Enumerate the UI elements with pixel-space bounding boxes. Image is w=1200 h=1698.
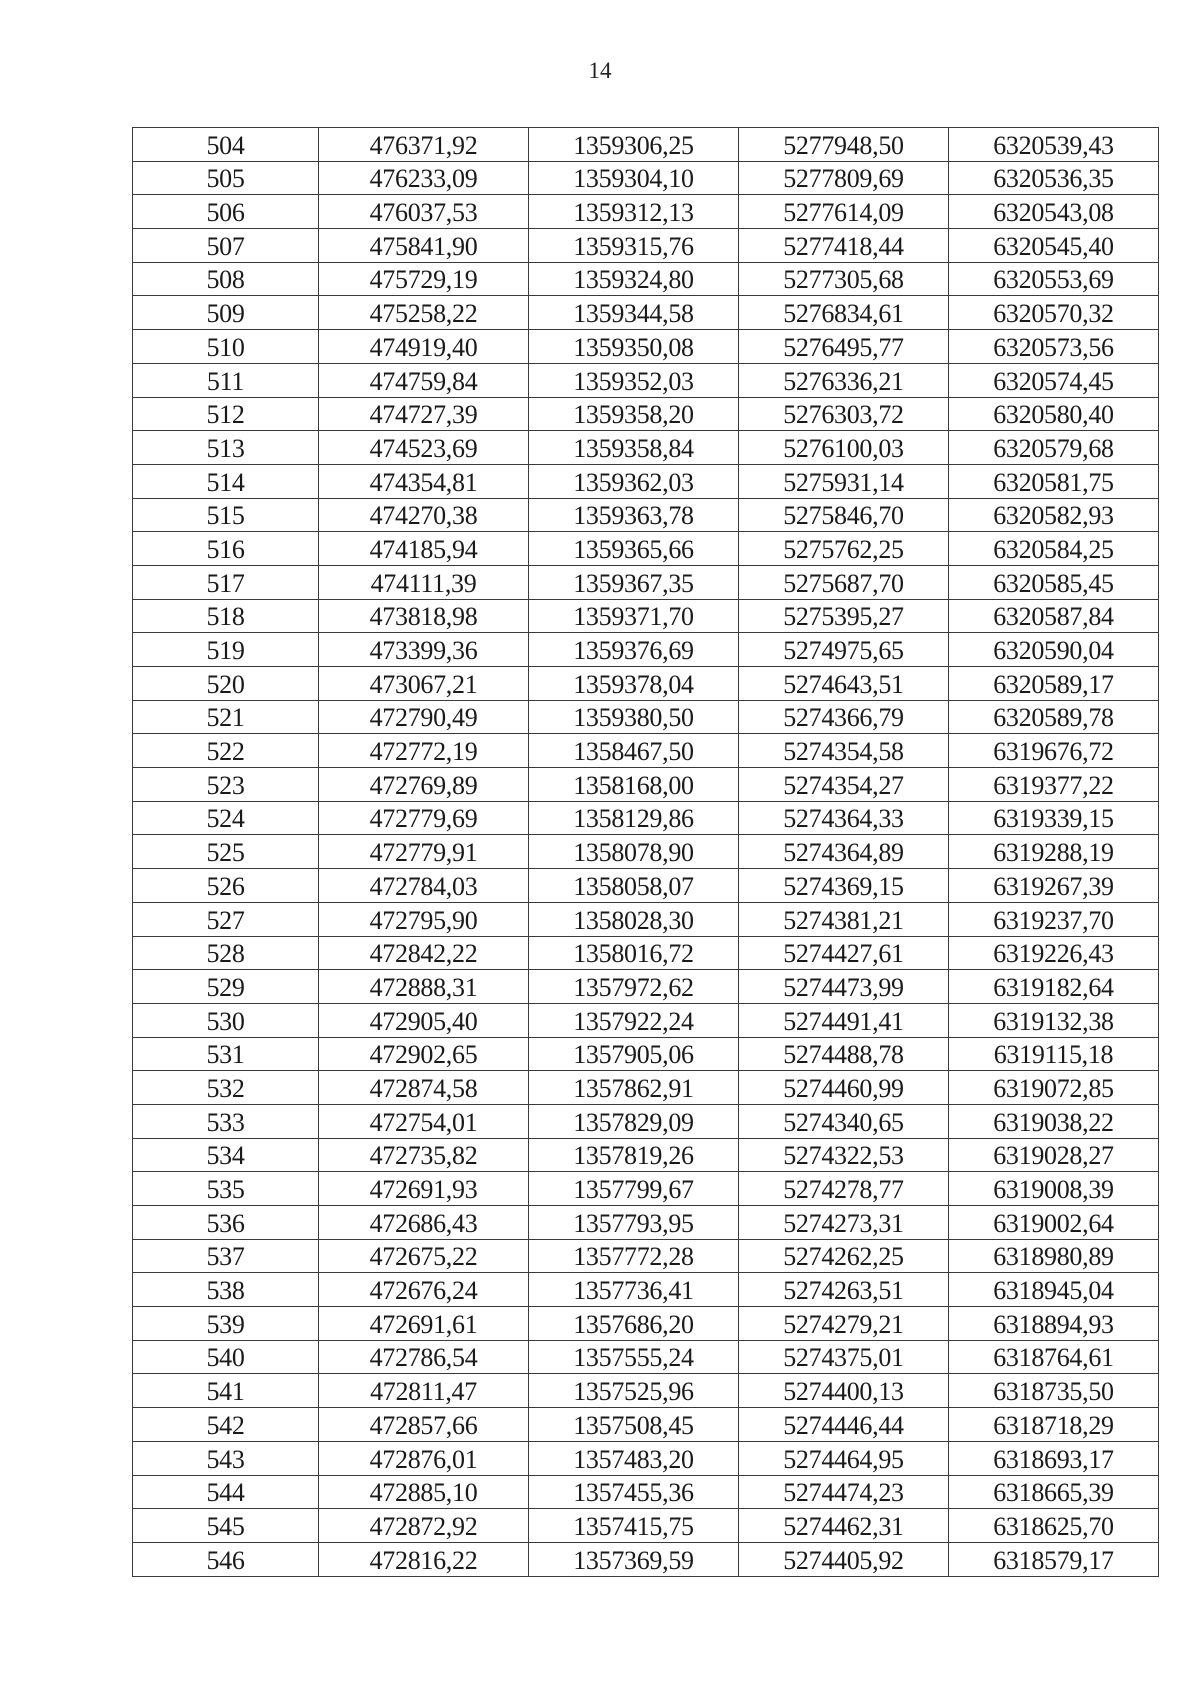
coord-y2-cell: 6319028,27	[949, 1138, 1159, 1172]
coord-y2-cell: 6320580,40	[949, 397, 1159, 431]
coord-x1-cell: 472874,58	[319, 1071, 529, 1105]
point-number-cell: 513	[133, 431, 319, 465]
coord-x2-cell: 5277809,69	[739, 161, 949, 195]
coord-x2-cell: 5276834,61	[739, 296, 949, 330]
coord-y1-cell: 1357508,45	[529, 1408, 739, 1442]
coord-x2-cell: 5274354,27	[739, 768, 949, 802]
coord-y2-cell: 6320584,25	[949, 532, 1159, 566]
point-number-cell: 522	[133, 734, 319, 768]
table-row	[133, 869, 1159, 903]
coord-y1-cell: 1357525,96	[529, 1374, 739, 1408]
coordinates-table	[132, 127, 1159, 1577]
coord-x1-cell: 476371,92	[319, 128, 529, 162]
point-number-cell: 532	[133, 1071, 319, 1105]
point-number-cell: 544	[133, 1475, 319, 1509]
coord-y2-cell: 6319226,43	[949, 936, 1159, 970]
coord-x1-cell: 473399,36	[319, 633, 529, 667]
coord-x2-cell: 5275931,14	[739, 464, 949, 498]
coord-y2-cell: 6320589,78	[949, 700, 1159, 734]
point-number-cell: 510	[133, 330, 319, 364]
point-number-cell: 518	[133, 599, 319, 633]
coord-y1-cell: 1359371,70	[529, 599, 739, 633]
coord-y2-cell: 6318693,17	[949, 1441, 1159, 1475]
coord-x2-cell: 5274273,31	[739, 1206, 949, 1240]
coord-x1-cell: 474270,38	[319, 498, 529, 532]
point-number-cell: 507	[133, 229, 319, 263]
coord-y1-cell: 1359306,25	[529, 128, 739, 162]
coord-y2-cell: 6319676,72	[949, 734, 1159, 768]
table-row	[133, 1509, 1159, 1543]
coord-x1-cell: 474919,40	[319, 330, 529, 364]
table-row	[133, 128, 1159, 162]
coord-y1-cell: 1357686,20	[529, 1307, 739, 1341]
point-number-cell: 523	[133, 768, 319, 802]
coord-y2-cell: 6318735,50	[949, 1374, 1159, 1408]
coord-x1-cell: 472772,19	[319, 734, 529, 768]
table-row	[133, 1138, 1159, 1172]
table-row	[133, 667, 1159, 701]
coord-x1-cell: 472885,10	[319, 1475, 529, 1509]
coord-x2-cell: 5275395,27	[739, 599, 949, 633]
coord-y1-cell: 1358168,00	[529, 768, 739, 802]
table-row	[133, 902, 1159, 936]
coord-y1-cell: 1357555,24	[529, 1340, 739, 1374]
table-row	[133, 1307, 1159, 1341]
coord-y1-cell: 1357455,36	[529, 1475, 739, 1509]
coord-x1-cell: 472769,89	[319, 768, 529, 802]
point-number-cell: 540	[133, 1340, 319, 1374]
coord-y1-cell: 1359362,03	[529, 464, 739, 498]
coord-y1-cell: 1358467,50	[529, 734, 739, 768]
point-number-cell: 530	[133, 1003, 319, 1037]
table-row	[133, 768, 1159, 802]
coord-y1-cell: 1359376,69	[529, 633, 739, 667]
coord-y1-cell: 1357483,20	[529, 1441, 739, 1475]
coord-x2-cell: 5276495,77	[739, 330, 949, 364]
table-row	[133, 734, 1159, 768]
coord-y1-cell: 1358078,90	[529, 835, 739, 869]
coord-x2-cell: 5274427,61	[739, 936, 949, 970]
coord-y2-cell: 6320573,56	[949, 330, 1159, 364]
coord-y2-cell: 6320543,08	[949, 195, 1159, 229]
coord-x2-cell: 5274446,44	[739, 1408, 949, 1442]
coord-x2-cell: 5277305,68	[739, 262, 949, 296]
coord-x1-cell: 474354,81	[319, 464, 529, 498]
coord-x1-cell: 472816,22	[319, 1542, 529, 1576]
coord-y1-cell: 1357922,24	[529, 1003, 739, 1037]
coord-y1-cell: 1357415,75	[529, 1509, 739, 1543]
coord-x1-cell: 472902,65	[319, 1037, 529, 1071]
table-row	[133, 498, 1159, 532]
coord-x2-cell: 5275846,70	[739, 498, 949, 532]
table-row	[133, 1071, 1159, 1105]
coord-x1-cell: 472888,31	[319, 970, 529, 1004]
coord-y2-cell: 6320582,93	[949, 498, 1159, 532]
coord-x1-cell: 473818,98	[319, 599, 529, 633]
coord-x2-cell: 5275687,70	[739, 565, 949, 599]
coord-y2-cell: 6319237,70	[949, 902, 1159, 936]
point-number-cell: 511	[133, 363, 319, 397]
coord-y2-cell: 6320585,45	[949, 565, 1159, 599]
coordinates-table-container	[132, 127, 1158, 1577]
coord-x2-cell: 5274364,89	[739, 835, 949, 869]
table-row	[133, 363, 1159, 397]
coord-y2-cell: 6319377,22	[949, 768, 1159, 802]
coord-x2-cell: 5274400,13	[739, 1374, 949, 1408]
coord-y2-cell: 6319002,64	[949, 1206, 1159, 1240]
coord-y2-cell: 6320539,43	[949, 128, 1159, 162]
coord-y2-cell: 6318945,04	[949, 1273, 1159, 1307]
coord-x1-cell: 472790,49	[319, 700, 529, 734]
coord-y1-cell: 1358058,07	[529, 869, 739, 903]
table-row	[133, 936, 1159, 970]
coord-y2-cell: 6318718,29	[949, 1408, 1159, 1442]
coord-y2-cell: 6320570,32	[949, 296, 1159, 330]
coord-y2-cell: 6318579,17	[949, 1542, 1159, 1576]
point-number-cell: 539	[133, 1307, 319, 1341]
coord-y2-cell: 6319038,22	[949, 1104, 1159, 1138]
coord-y1-cell: 1359324,80	[529, 262, 739, 296]
table-row	[133, 229, 1159, 263]
coord-x2-cell: 5274381,21	[739, 902, 949, 936]
coord-x2-cell: 5274263,51	[739, 1273, 949, 1307]
coord-y1-cell: 1359380,50	[529, 700, 739, 734]
coord-y1-cell: 1359352,03	[529, 363, 739, 397]
coordinates-table-body	[133, 128, 1159, 1577]
point-number-cell: 516	[133, 532, 319, 566]
coord-x2-cell: 5274643,51	[739, 667, 949, 701]
coord-x1-cell: 476037,53	[319, 195, 529, 229]
coord-x2-cell: 5275762,25	[739, 532, 949, 566]
coord-x1-cell: 472675,22	[319, 1239, 529, 1273]
coord-y2-cell: 6319339,15	[949, 801, 1159, 835]
coord-x1-cell: 473067,21	[319, 667, 529, 701]
coord-x1-cell: 472857,66	[319, 1408, 529, 1442]
point-number-cell: 514	[133, 464, 319, 498]
coord-x1-cell: 474523,69	[319, 431, 529, 465]
coord-y2-cell: 6318665,39	[949, 1475, 1159, 1509]
coord-y2-cell: 6320545,40	[949, 229, 1159, 263]
coord-y1-cell: 1359304,10	[529, 161, 739, 195]
table-row	[133, 1475, 1159, 1509]
coord-x1-cell: 472676,24	[319, 1273, 529, 1307]
coord-y2-cell: 6318894,93	[949, 1307, 1159, 1341]
table-row	[133, 161, 1159, 195]
point-number-cell: 537	[133, 1239, 319, 1273]
coord-x1-cell: 474185,94	[319, 532, 529, 566]
coord-x1-cell: 472779,69	[319, 801, 529, 835]
table-row	[133, 1340, 1159, 1374]
coord-y1-cell: 1359312,13	[529, 195, 739, 229]
coord-y2-cell: 6320589,17	[949, 667, 1159, 701]
point-number-cell: 519	[133, 633, 319, 667]
coord-x2-cell: 5274462,31	[739, 1509, 949, 1543]
point-number-cell: 509	[133, 296, 319, 330]
coord-y1-cell: 1359358,84	[529, 431, 739, 465]
coord-x2-cell: 5274354,58	[739, 734, 949, 768]
point-number-cell: 538	[133, 1273, 319, 1307]
point-number-cell: 524	[133, 801, 319, 835]
table-row	[133, 1172, 1159, 1206]
coord-y1-cell: 1359344,58	[529, 296, 739, 330]
coord-x2-cell: 5274322,53	[739, 1138, 949, 1172]
coord-x1-cell: 472735,82	[319, 1138, 529, 1172]
coord-x2-cell: 5274369,15	[739, 869, 949, 903]
table-row	[133, 262, 1159, 296]
point-number-cell: 546	[133, 1542, 319, 1576]
coord-y1-cell: 1357793,95	[529, 1206, 739, 1240]
coord-x1-cell: 472754,01	[319, 1104, 529, 1138]
coord-y1-cell: 1359367,35	[529, 565, 739, 599]
table-row	[133, 700, 1159, 734]
coord-x1-cell: 474111,39	[319, 565, 529, 599]
coord-x2-cell: 5274366,79	[739, 700, 949, 734]
point-number-cell: 529	[133, 970, 319, 1004]
coord-x2-cell: 5277948,50	[739, 128, 949, 162]
coord-x2-cell: 5274488,78	[739, 1037, 949, 1071]
coord-y2-cell: 6319288,19	[949, 835, 1159, 869]
coord-y1-cell: 1357905,06	[529, 1037, 739, 1071]
table-row	[133, 1441, 1159, 1475]
coord-x2-cell: 5276336,21	[739, 363, 949, 397]
coord-x2-cell: 5277418,44	[739, 229, 949, 263]
table-row	[133, 330, 1159, 364]
table-row	[133, 970, 1159, 1004]
coord-x1-cell: 475729,19	[319, 262, 529, 296]
coord-x1-cell: 475841,90	[319, 229, 529, 263]
table-row	[133, 1206, 1159, 1240]
coord-x1-cell: 474759,84	[319, 363, 529, 397]
coord-x1-cell: 472779,91	[319, 835, 529, 869]
table-row	[133, 1003, 1159, 1037]
coord-y1-cell: 1357369,59	[529, 1542, 739, 1576]
coord-y2-cell: 6320587,84	[949, 599, 1159, 633]
table-row	[133, 397, 1159, 431]
coord-y1-cell: 1359365,66	[529, 532, 739, 566]
coord-y2-cell: 6320536,35	[949, 161, 1159, 195]
coord-x1-cell: 474727,39	[319, 397, 529, 431]
page-number: 14	[588, 58, 612, 83]
coord-x1-cell: 472686,43	[319, 1206, 529, 1240]
point-number-cell: 536	[133, 1206, 319, 1240]
coord-x1-cell: 472691,61	[319, 1307, 529, 1341]
coord-x1-cell: 476233,09	[319, 161, 529, 195]
table-row	[133, 1374, 1159, 1408]
coord-x2-cell: 5276100,03	[739, 431, 949, 465]
coord-y2-cell: 6320590,04	[949, 633, 1159, 667]
point-number-cell: 526	[133, 869, 319, 903]
coord-y2-cell: 6318980,89	[949, 1239, 1159, 1273]
coord-x1-cell: 472811,47	[319, 1374, 529, 1408]
coord-y2-cell: 6319072,85	[949, 1071, 1159, 1105]
point-number-cell: 525	[133, 835, 319, 869]
coord-x2-cell: 5274375,01	[739, 1340, 949, 1374]
coord-x1-cell: 472876,01	[319, 1441, 529, 1475]
coord-x1-cell: 475258,22	[319, 296, 529, 330]
point-number-cell: 543	[133, 1441, 319, 1475]
point-number-cell: 521	[133, 700, 319, 734]
coord-x1-cell: 472786,54	[319, 1340, 529, 1374]
coord-x2-cell: 5274474,23	[739, 1475, 949, 1509]
coord-x2-cell: 5276303,72	[739, 397, 949, 431]
coord-y1-cell: 1357736,41	[529, 1273, 739, 1307]
point-number-cell: 527	[133, 902, 319, 936]
coord-x1-cell: 472872,92	[319, 1509, 529, 1543]
coord-x2-cell: 5274364,33	[739, 801, 949, 835]
coord-x2-cell: 5274473,99	[739, 970, 949, 1004]
table-row	[133, 1408, 1159, 1442]
point-number-cell: 528	[133, 936, 319, 970]
point-number-cell: 504	[133, 128, 319, 162]
coord-x2-cell: 5274405,92	[739, 1542, 949, 1576]
table-row	[133, 1104, 1159, 1138]
coord-y2-cell: 6320553,69	[949, 262, 1159, 296]
coord-x1-cell: 472842,22	[319, 936, 529, 970]
coord-x2-cell: 5274278,77	[739, 1172, 949, 1206]
table-row	[133, 1037, 1159, 1071]
point-number-cell: 531	[133, 1037, 319, 1071]
coord-y2-cell: 6318625,70	[949, 1509, 1159, 1543]
table-row	[133, 1239, 1159, 1273]
coord-y1-cell: 1358016,72	[529, 936, 739, 970]
table-row	[133, 296, 1159, 330]
coord-x2-cell: 5274279,21	[739, 1307, 949, 1341]
point-number-cell: 545	[133, 1509, 319, 1543]
point-number-cell: 535	[133, 1172, 319, 1206]
coord-y1-cell: 1357972,62	[529, 970, 739, 1004]
coord-x2-cell: 5274262,25	[739, 1239, 949, 1273]
table-row	[133, 599, 1159, 633]
coord-y1-cell: 1359315,76	[529, 229, 739, 263]
point-number-cell: 508	[133, 262, 319, 296]
coord-y1-cell: 1359358,20	[529, 397, 739, 431]
table-row	[133, 431, 1159, 465]
table-row	[133, 1542, 1159, 1576]
table-row	[133, 464, 1159, 498]
coord-y2-cell: 6320574,45	[949, 363, 1159, 397]
coord-x2-cell: 5277614,09	[739, 195, 949, 229]
coord-x2-cell: 5274491,41	[739, 1003, 949, 1037]
coord-x2-cell: 5274460,99	[739, 1071, 949, 1105]
table-row	[133, 195, 1159, 229]
coord-y1-cell: 1357829,09	[529, 1104, 739, 1138]
coord-y1-cell: 1359350,08	[529, 330, 739, 364]
coord-y1-cell: 1358028,30	[529, 902, 739, 936]
coord-x2-cell: 5274464,95	[739, 1441, 949, 1475]
coord-y2-cell: 6318764,61	[949, 1340, 1159, 1374]
point-number-cell: 534	[133, 1138, 319, 1172]
point-number-cell: 517	[133, 565, 319, 599]
coord-y1-cell: 1357799,67	[529, 1172, 739, 1206]
coord-y1-cell: 1357772,28	[529, 1239, 739, 1273]
point-number-cell: 541	[133, 1374, 319, 1408]
coord-y2-cell: 6320579,68	[949, 431, 1159, 465]
point-number-cell: 505	[133, 161, 319, 195]
point-number-cell: 506	[133, 195, 319, 229]
table-row	[133, 565, 1159, 599]
coord-y2-cell: 6319267,39	[949, 869, 1159, 903]
coord-x2-cell: 5274340,65	[739, 1104, 949, 1138]
point-number-cell: 515	[133, 498, 319, 532]
coord-y1-cell: 1359378,04	[529, 667, 739, 701]
table-row	[133, 835, 1159, 869]
coord-y2-cell: 6319008,39	[949, 1172, 1159, 1206]
table-row	[133, 801, 1159, 835]
coord-y1-cell: 1357862,91	[529, 1071, 739, 1105]
coord-y2-cell: 6319182,64	[949, 970, 1159, 1004]
coord-x1-cell: 472784,03	[319, 869, 529, 903]
table-row	[133, 532, 1159, 566]
coord-x1-cell: 472905,40	[319, 1003, 529, 1037]
point-number-cell: 542	[133, 1408, 319, 1442]
coord-y1-cell: 1358129,86	[529, 801, 739, 835]
point-number-cell: 533	[133, 1104, 319, 1138]
coord-y1-cell: 1359363,78	[529, 498, 739, 532]
coord-y2-cell: 6320581,75	[949, 464, 1159, 498]
coord-x1-cell: 472795,90	[319, 902, 529, 936]
coord-x2-cell: 5274975,65	[739, 633, 949, 667]
table-row	[133, 633, 1159, 667]
point-number-cell: 512	[133, 397, 319, 431]
point-number-cell: 520	[133, 667, 319, 701]
coord-y1-cell: 1357819,26	[529, 1138, 739, 1172]
coord-y2-cell: 6319132,38	[949, 1003, 1159, 1037]
table-row	[133, 1273, 1159, 1307]
coord-x1-cell: 472691,93	[319, 1172, 529, 1206]
coord-y2-cell: 6319115,18	[949, 1037, 1159, 1071]
